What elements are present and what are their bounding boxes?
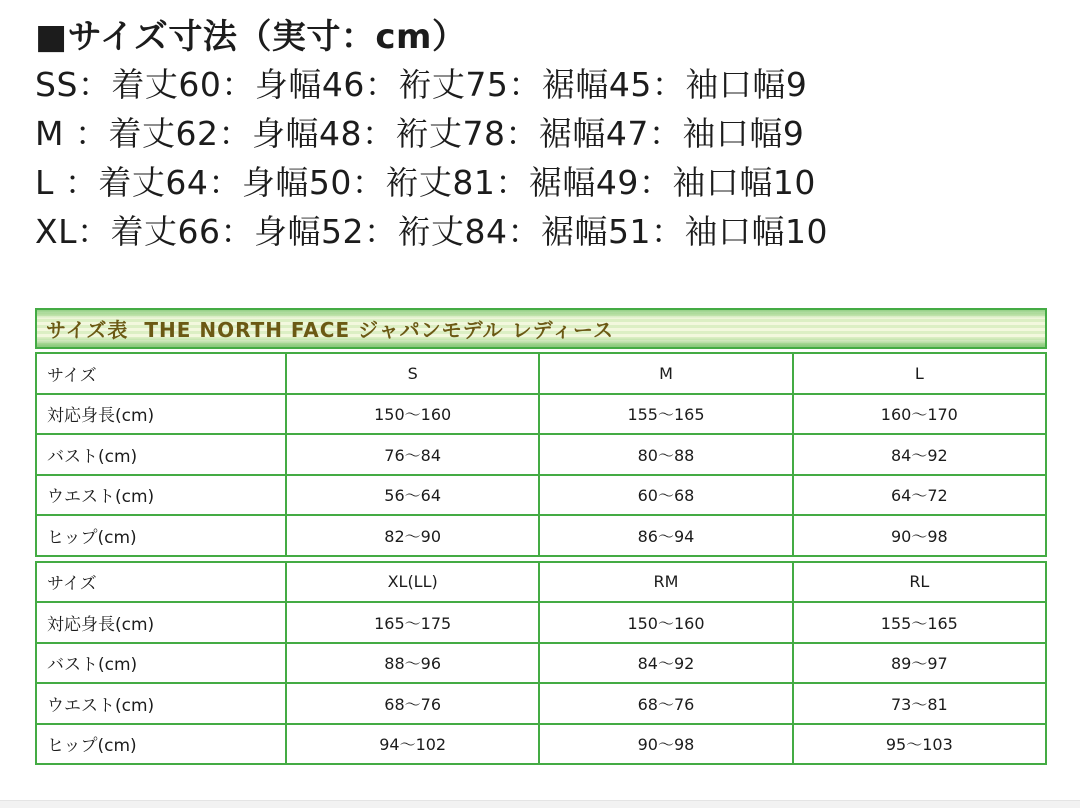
- value-cell: 64～72: [793, 475, 1046, 516]
- value-cell: 94～102: [286, 724, 539, 765]
- value-cell: 76～84: [286, 434, 539, 475]
- size-spec-heading: ■サイズ寸法（実寸：cm）: [35, 17, 467, 57]
- value-cell: 86～94: [539, 515, 792, 556]
- page-bottom-bar: [0, 800, 1080, 808]
- value-cell: 80～88: [539, 434, 792, 475]
- size-data-row: [36, 434, 1046, 475]
- size-data-row: [36, 602, 1046, 643]
- size-data-row: [36, 515, 1046, 556]
- value-cell: 68～76: [286, 683, 539, 724]
- column-header-cell: XL(LL): [286, 562, 539, 603]
- row-label-cell: 対応身長(cm): [36, 394, 286, 435]
- value-cell: 95～103: [793, 724, 1046, 765]
- value-cell: 82～90: [286, 515, 539, 556]
- column-header-cell: S: [286, 353, 539, 394]
- value-cell: 73～81: [793, 683, 1046, 724]
- value-cell: 150～160: [286, 394, 539, 435]
- size-spec-line-l: L ：着丈64：身幅50：裄丈81：裾幅49：袖口幅10: [35, 163, 816, 202]
- row-label-cell: ヒップ(cm): [36, 724, 286, 765]
- size-chart-caption: サイズ表 THE NORTH FACE ジャパンモデル レディース: [35, 308, 1047, 349]
- value-cell: 84～92: [793, 434, 1046, 475]
- row-label-cell: 対応身長(cm): [36, 602, 286, 643]
- row-label-cell: ウエスト(cm): [36, 475, 286, 516]
- value-cell: 68～76: [539, 683, 792, 724]
- row-label-cell: ヒップ(cm): [36, 515, 286, 556]
- size-table-section-2: [35, 561, 1047, 766]
- row-label-cell: ウエスト(cm): [36, 683, 286, 724]
- value-cell: 150～160: [539, 602, 792, 643]
- size-data-row: [36, 724, 1046, 765]
- column-header-cell: RM: [539, 562, 792, 603]
- row-label-cell: サイズ: [36, 353, 286, 394]
- column-header-cell: L: [793, 353, 1046, 394]
- row-label-cell: サイズ: [36, 562, 286, 603]
- value-cell: 60～68: [539, 475, 792, 516]
- value-cell: 160～170: [793, 394, 1046, 435]
- size-chart-tables: [35, 352, 1047, 765]
- size-spec-line-m: M ：着丈62：身幅48：裄丈78：裾幅47：袖口幅9: [35, 114, 805, 153]
- row-label-cell: バスト(cm): [36, 434, 286, 475]
- value-cell: 155～165: [539, 394, 792, 435]
- size-table-section-1: [35, 352, 1047, 557]
- value-cell: 165～175: [286, 602, 539, 643]
- value-cell: 90～98: [539, 724, 792, 765]
- size-chart: [35, 308, 1047, 765]
- size-spec-line-xl: XL：着丈66：身幅52：裄丈84：裾幅51：袖口幅10: [35, 212, 828, 251]
- size-data-row: [36, 683, 1046, 724]
- value-cell: 90～98: [793, 515, 1046, 556]
- size-header-row: [36, 353, 1046, 394]
- column-header-cell: M: [539, 353, 792, 394]
- column-header-cell: RL: [793, 562, 1046, 603]
- value-cell: 88～96: [286, 643, 539, 684]
- size-spec-block: [0, 0, 1080, 256]
- value-cell: 155～165: [793, 602, 1046, 643]
- size-header-row: [36, 562, 1046, 603]
- value-cell: 89～97: [793, 643, 1046, 684]
- size-data-row: [36, 643, 1046, 684]
- row-label-cell: バスト(cm): [36, 643, 286, 684]
- size-spec-line-ss: SS：着丈60：身幅46：裄丈75：裾幅45：袖口幅9: [35, 65, 808, 104]
- size-data-row: [36, 475, 1046, 516]
- value-cell: 84～92: [539, 643, 792, 684]
- size-data-row: [36, 394, 1046, 435]
- value-cell: 56～64: [286, 475, 539, 516]
